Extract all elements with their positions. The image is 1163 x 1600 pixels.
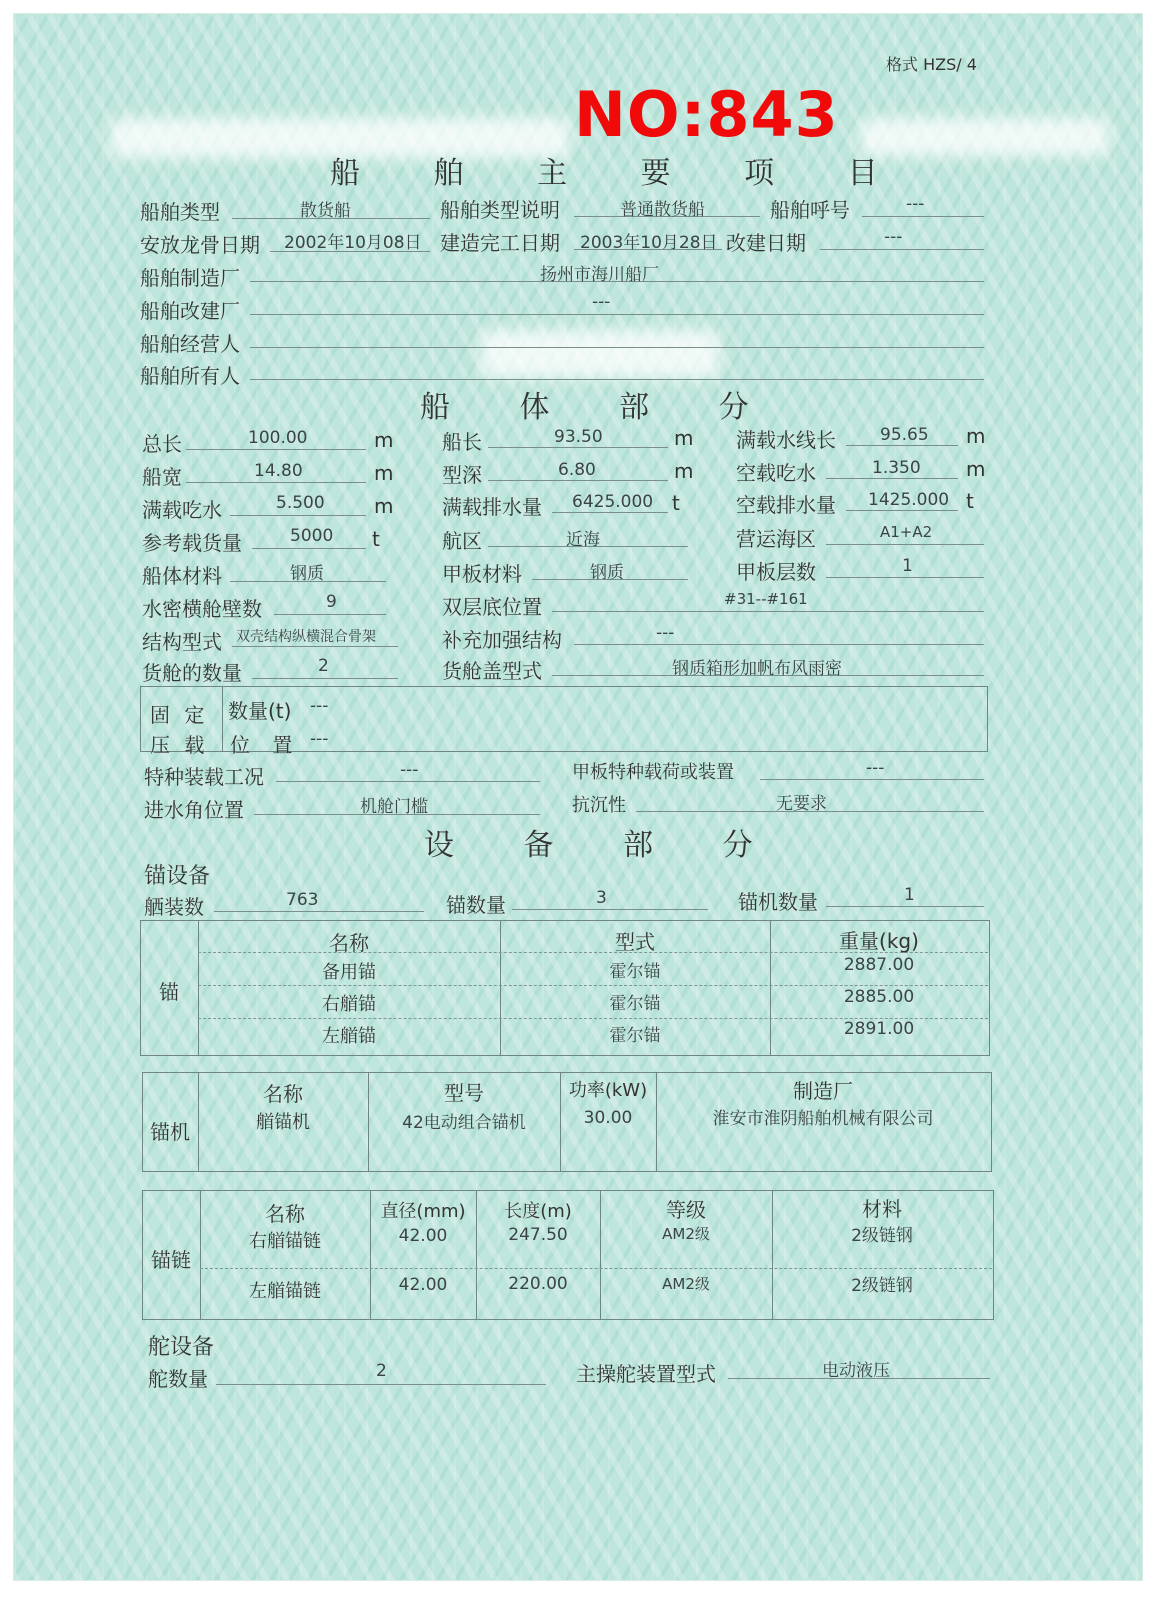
breadth-unit: m bbox=[374, 461, 394, 485]
ballast-pos-value: --- bbox=[310, 729, 329, 749]
underline bbox=[826, 544, 984, 545]
chain-length-2: 220.00 bbox=[508, 1274, 568, 1294]
lpp-label: 船长 bbox=[442, 430, 482, 454]
anchor-count-label: 锚数量 bbox=[446, 893, 506, 917]
underline bbox=[230, 515, 366, 516]
hatch-label: 货舱盖型式 bbox=[442, 659, 542, 683]
windlass-power: 30.00 bbox=[583, 1108, 633, 1128]
underline bbox=[276, 781, 540, 782]
underline bbox=[552, 611, 984, 612]
underline bbox=[274, 614, 386, 615]
operator-label: 船舶经营人 bbox=[140, 332, 240, 356]
type-desc-value: 普通散货船 bbox=[620, 200, 705, 220]
full-draft-value: 5.500 bbox=[276, 493, 325, 513]
ballast-qty-label: 数量(t) bbox=[228, 699, 292, 723]
section-title-equipment: 设 备 部 分 bbox=[424, 828, 753, 863]
number-stamp: NO:843 bbox=[574, 78, 839, 151]
lwl-unit: m bbox=[966, 424, 986, 448]
structure-value: 双壳结构纵横混合骨架 bbox=[236, 629, 376, 645]
full-disp-value: 6425.000 bbox=[572, 492, 654, 512]
section-title-hull: 船 体 部 分 bbox=[420, 390, 749, 425]
windlass-header-maker: 制造厂 bbox=[793, 1079, 853, 1103]
ref-cargo-value: 5000 bbox=[290, 526, 334, 546]
nav-area-value: 近海 bbox=[566, 530, 600, 550]
rudder-equipment-title: 舵设备 bbox=[148, 1335, 215, 1360]
unsinkable-label: 抗沉性 bbox=[572, 795, 626, 816]
underline bbox=[826, 577, 984, 578]
underline bbox=[250, 347, 984, 348]
chain-grade-2: AM2级 bbox=[662, 1275, 710, 1293]
complete-date-value: 2003年10月28日 bbox=[580, 233, 718, 253]
chain-header-diameter: 直径(mm) bbox=[380, 1201, 466, 1222]
redacted-area bbox=[480, 330, 720, 378]
outfit-no-label: 舾装数 bbox=[144, 895, 204, 919]
nav-area-label: 航区 bbox=[442, 529, 482, 553]
outfit-no-value: 763 bbox=[286, 890, 319, 910]
underline bbox=[846, 510, 958, 511]
rebuilder-value: --- bbox=[592, 292, 611, 312]
rebuild-date-label: 改建日期 bbox=[726, 231, 806, 255]
ship-type-label: 船舶类型 bbox=[140, 200, 220, 224]
depth-value: 6.80 bbox=[558, 460, 596, 480]
row-divider bbox=[200, 1268, 992, 1269]
underline bbox=[862, 216, 984, 217]
light-disp-unit: t bbox=[966, 489, 974, 513]
steering-gear-label: 主操舵装置型式 bbox=[576, 1362, 716, 1386]
call-sign-value: --- bbox=[906, 194, 925, 214]
structure-label: 结构型式 bbox=[142, 630, 222, 654]
windlass-name: 艏锚机 bbox=[256, 1112, 310, 1133]
underline bbox=[488, 480, 668, 481]
anchor-type-3: 霍尔锚 bbox=[609, 1026, 661, 1046]
keel-date-value: 2002年10月08日 bbox=[284, 233, 422, 253]
light-draft-value: 1.350 bbox=[872, 458, 921, 478]
deck-special-label: 甲板特种载荷或装置 bbox=[572, 762, 734, 783]
ballast-divider bbox=[222, 686, 223, 751]
chain-diameter-1: 42.00 bbox=[398, 1226, 448, 1246]
anchor-name-1: 备用锚 bbox=[322, 962, 376, 983]
chain-header-material: 材料 bbox=[862, 1197, 902, 1221]
anchor-weight-1: 2887.00 bbox=[843, 955, 915, 975]
underline bbox=[186, 482, 366, 483]
depth-unit: m bbox=[674, 459, 694, 483]
full-disp-unit: t bbox=[672, 491, 680, 515]
op-area-label: 营运海区 bbox=[736, 527, 816, 551]
call-sign-label: 船舶呼号 bbox=[770, 198, 850, 222]
underline bbox=[760, 779, 984, 780]
underline bbox=[252, 678, 398, 679]
anchor-type-1: 霍尔锚 bbox=[609, 962, 661, 982]
breadth-label: 船宽 bbox=[142, 465, 182, 489]
keel-date-label: 安放龙骨日期 bbox=[140, 233, 260, 257]
chain-diameter-2: 42.00 bbox=[398, 1275, 448, 1295]
deck-material-value: 钢质 bbox=[590, 563, 624, 583]
section-title-main: 船 舶 主 要 项 目 bbox=[330, 156, 878, 191]
hatch-value: 钢质箱形加帆布风雨密 bbox=[672, 659, 842, 679]
underline bbox=[252, 548, 366, 549]
lwl-value: 95.65 bbox=[880, 425, 929, 445]
anchor-name-2: 右艏锚 bbox=[322, 994, 376, 1015]
chain-header-grade: 等级 bbox=[666, 1198, 706, 1222]
type-desc-label: 船舶类型说明 bbox=[440, 198, 560, 222]
full-draft-unit: m bbox=[374, 494, 394, 518]
windlass-table-label: 锚机 bbox=[150, 1120, 190, 1144]
bulkheads-label: 水密横舱壁数 bbox=[142, 597, 262, 621]
light-draft-unit: m bbox=[966, 457, 986, 481]
double-bottom-label: 双层底位置 bbox=[442, 595, 542, 619]
anchor-weight-2: 2885.00 bbox=[843, 987, 915, 1007]
hull-material-label: 船体材料 bbox=[142, 564, 222, 588]
double-bottom-value: #31--#161 bbox=[724, 590, 808, 608]
light-disp-value: 1425.000 bbox=[868, 490, 950, 510]
breadth-value: 14.80 bbox=[254, 461, 303, 481]
windlass-header-model: 型号 bbox=[444, 1081, 484, 1105]
loa-unit: m bbox=[374, 428, 394, 452]
flood-angle-label: 进水角位置 bbox=[144, 798, 244, 822]
loa-label: 总长 bbox=[142, 432, 182, 456]
light-disp-label: 空载排水量 bbox=[736, 493, 836, 517]
anchor-header-name: 名称 bbox=[329, 931, 369, 955]
holds-value: 2 bbox=[318, 656, 329, 676]
chain-material-1: 2级链钢 bbox=[851, 1226, 913, 1246]
windlass-maker: 淮安市淮阴船舶机械有限公司 bbox=[712, 1109, 934, 1129]
unsinkable-value: 无要求 bbox=[776, 794, 827, 814]
chain-table-label: 锚链 bbox=[151, 1248, 191, 1272]
chain-header-name: 名称 bbox=[265, 1202, 305, 1226]
bulkheads-value: 9 bbox=[326, 592, 337, 612]
ref-cargo-unit: t bbox=[372, 527, 380, 551]
special-load-value: --- bbox=[400, 760, 419, 780]
rudder-count-label: 舵数量 bbox=[148, 1367, 208, 1391]
reinforce-value: --- bbox=[656, 623, 675, 643]
redacted-area bbox=[860, 118, 1110, 156]
deck-layers-value: 1 bbox=[902, 556, 913, 576]
row-divider bbox=[198, 985, 988, 986]
underline bbox=[214, 911, 424, 912]
light-draft-label: 空载吃水 bbox=[736, 461, 816, 485]
anchor-equipment-title: 锚设备 bbox=[144, 864, 211, 889]
underline bbox=[512, 909, 708, 910]
chain-material-2: 2级链钢 bbox=[851, 1276, 913, 1296]
deck-material-label: 甲板材料 bbox=[442, 562, 522, 586]
ballast-label-2: 压 载 bbox=[150, 733, 209, 757]
deck-special-value: --- bbox=[866, 758, 885, 778]
full-draft-label: 满载吃水 bbox=[142, 498, 222, 522]
underline bbox=[820, 249, 984, 250]
op-area-value: A1+A2 bbox=[880, 523, 933, 541]
full-disp-label: 满载排水量 bbox=[442, 495, 542, 519]
steering-gear-value: 电动液压 bbox=[822, 1361, 890, 1381]
builder-value: 扬州市海川船厂 bbox=[540, 265, 659, 285]
underline bbox=[232, 646, 398, 647]
underline bbox=[552, 512, 668, 513]
builder-label: 船舶制造厂 bbox=[140, 266, 240, 290]
anchor-table-label: 锚 bbox=[159, 980, 179, 1004]
anchor-type-2: 霍尔锚 bbox=[609, 994, 661, 1014]
windlass-model: 42电动组合锚机 bbox=[402, 1113, 526, 1133]
ballast-label-1: 固 定 bbox=[150, 703, 209, 727]
windlass-header-power: 功率(kW) bbox=[568, 1080, 648, 1101]
chain-header-length: 长度(m) bbox=[504, 1201, 572, 1222]
chain-name-2: 左艏锚链 bbox=[249, 1281, 321, 1302]
lpp-value: 93.50 bbox=[554, 427, 603, 447]
rebuilder-label: 船舶改建厂 bbox=[140, 299, 240, 323]
lwl-label: 满载水线长 bbox=[736, 428, 836, 452]
chain-grade-1: AM2级 bbox=[662, 1225, 710, 1243]
anchor-header-type: 型式 bbox=[615, 930, 655, 954]
form-code: 格式 HZS/ 4 bbox=[886, 55, 977, 74]
anchor-header-weight: 重量(kg) bbox=[839, 929, 919, 953]
anchor-name-3: 左艏锚 bbox=[322, 1026, 376, 1047]
underline bbox=[216, 1384, 546, 1385]
underline bbox=[488, 447, 668, 448]
underline bbox=[186, 449, 366, 450]
hull-material-value: 钢质 bbox=[290, 564, 324, 584]
anchor-count-value: 3 bbox=[596, 888, 607, 908]
complete-date-label: 建造完工日期 bbox=[440, 231, 560, 255]
chain-name-1: 右艏锚链 bbox=[249, 1231, 321, 1252]
owner-label: 船舶所有人 bbox=[140, 364, 240, 388]
windlass-count-value: 1 bbox=[904, 885, 915, 905]
ballast-pos-label: 位 置 bbox=[230, 733, 301, 757]
chain-length-1: 247.50 bbox=[508, 1225, 568, 1245]
underline bbox=[826, 906, 984, 907]
windlass-header-name: 名称 bbox=[263, 1082, 303, 1106]
flood-angle-value: 机舱门槛 bbox=[360, 797, 428, 817]
ref-cargo-label: 参考载货量 bbox=[142, 531, 242, 555]
holds-label: 货舱的数量 bbox=[142, 661, 242, 685]
ship-type-value: 散货船 bbox=[300, 201, 351, 221]
anchor-weight-3: 2891.00 bbox=[843, 1019, 915, 1039]
loa-value: 100.00 bbox=[248, 428, 308, 448]
windlass-count-label: 锚机数量 bbox=[738, 890, 818, 914]
rebuild-date-value: --- bbox=[884, 227, 903, 247]
deck-layers-label: 甲板层数 bbox=[736, 560, 816, 584]
underline bbox=[826, 478, 958, 479]
reinforce-label: 补充加强结构 bbox=[442, 628, 562, 652]
underline bbox=[250, 314, 984, 315]
underline bbox=[250, 379, 984, 380]
depth-label: 型深 bbox=[442, 463, 482, 487]
ballast-qty-value: --- bbox=[310, 696, 329, 716]
lpp-unit: m bbox=[674, 426, 694, 450]
rudder-count-value: 2 bbox=[376, 1361, 387, 1381]
underline bbox=[846, 445, 958, 446]
underline bbox=[574, 644, 984, 645]
special-load-label: 特种装载工况 bbox=[144, 765, 264, 789]
